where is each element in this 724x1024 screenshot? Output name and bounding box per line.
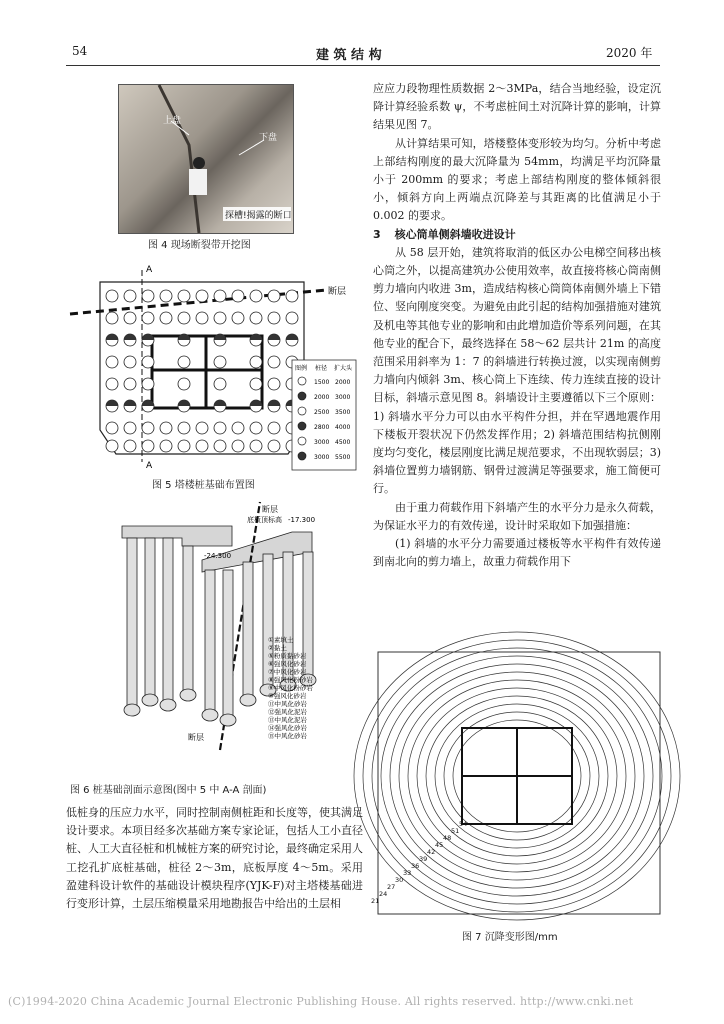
fig6-fault-top: 断层 bbox=[262, 505, 278, 514]
fig7-caption: 图 7 沉降变形图/mm bbox=[462, 932, 558, 943]
fig7-contour-label: 21 bbox=[371, 897, 380, 905]
fig4-caption: 图 4 现场断裂带开挖图 bbox=[148, 240, 251, 251]
fig6-legend-item: ⑫强风化泥岩 bbox=[268, 708, 307, 716]
fig5-pile-fill bbox=[268, 334, 280, 340]
fig5-section-bottom: A bbox=[146, 461, 153, 471]
fig5-legend-diameter: 2500 bbox=[314, 409, 330, 416]
fig5-pile bbox=[142, 290, 154, 302]
fig4-label-lower: 下盘 bbox=[259, 133, 278, 143]
fig4-worker bbox=[193, 157, 205, 169]
fig6-pile-bell bbox=[202, 709, 218, 721]
fig6-legend-item: ⑩强风化砂岩 bbox=[268, 692, 307, 700]
fig6-fault-bottom: 断层 bbox=[188, 733, 204, 742]
fig6-pile bbox=[205, 570, 215, 715]
fig6-pile-bell bbox=[142, 694, 158, 706]
fig5-legend-h2: 桩径 bbox=[315, 365, 328, 372]
fig5-fault-label: 断层 bbox=[328, 287, 347, 297]
fig5-legend-enlarged: 3000 bbox=[335, 394, 351, 401]
fig6-slab-level: -17.300 bbox=[288, 516, 316, 524]
fig5-pile bbox=[268, 312, 280, 324]
fig6-legend-item: ⑭强风化砂岩 bbox=[268, 724, 307, 732]
fig5-pile bbox=[268, 422, 280, 434]
fig5-pile bbox=[214, 312, 226, 324]
fig5-pile bbox=[250, 356, 262, 368]
fig4-fault-line bbox=[159, 85, 199, 233]
right-paragraph-1: 应应力段物理性质数据 2～3MPa，结合当地经验，设定沉降计算经验系数 ψ，不考虑桩间土对沉降计算的影响，计算结果见图 7。 bbox=[373, 82, 661, 132]
fig5-section-top: A bbox=[146, 265, 153, 275]
fig5-legend-diameter: 1500 bbox=[314, 379, 330, 386]
fig5-pile bbox=[178, 440, 190, 452]
fig7-contour-label: 45 bbox=[435, 841, 444, 849]
fig5-pile bbox=[142, 422, 154, 434]
copyright-footer: (C)1994-2020 China Academic Journal Electronic Publishing House. All rights reserved. http://www.cnki.net bbox=[8, 995, 634, 1008]
fig5-pile-fill bbox=[268, 400, 280, 406]
fig5-pile bbox=[286, 290, 298, 302]
fig6-legend-item: ⑪中风化砂岩 bbox=[268, 700, 307, 708]
left-column bbox=[66, 804, 363, 913]
fig5-pile bbox=[268, 290, 280, 302]
fig5-pile bbox=[214, 356, 226, 368]
fig6-caption: 图 6 桩基础剖面示意图(图中 5 中 A-A 剖面) bbox=[70, 785, 267, 796]
fig5-legend-diameter: 3000 bbox=[314, 454, 330, 461]
fig5-pile bbox=[268, 356, 280, 368]
fig5-pile bbox=[178, 290, 190, 302]
fig5-caption: 图 5 塔楼桩基础布置图 bbox=[152, 480, 255, 491]
journal-year: 2020 年 bbox=[606, 46, 653, 60]
fig5-pile bbox=[178, 312, 190, 324]
fig5-legend-diameter: 2800 bbox=[314, 424, 330, 431]
fig6-legend-item: ⑨中风化粉砂岩 bbox=[268, 684, 313, 692]
fig7-contour-label: 36 bbox=[411, 862, 420, 870]
fig5-pile bbox=[232, 290, 244, 302]
right-paragraph-4: 由于重力荷载作用下斜墙产生的水平分力是永久荷载，为保证水平力的有效传递，设计时采取如下加强措施： bbox=[373, 500, 661, 532]
fig7-contour-label: 42 bbox=[427, 848, 436, 856]
fig7-contour-label: 54 bbox=[459, 820, 468, 828]
fig5-legend-symbol bbox=[298, 407, 306, 415]
fig5-pile-fill bbox=[286, 334, 298, 340]
fig6-pile bbox=[243, 562, 253, 700]
fig5-pile bbox=[106, 290, 118, 302]
fig5-pile bbox=[232, 440, 244, 452]
fig6-pile bbox=[145, 538, 155, 700]
fig5-pile bbox=[214, 378, 226, 390]
fig7-contour-label: 48 bbox=[443, 834, 452, 842]
fig5-legend-symbol bbox=[298, 377, 306, 385]
fig5-pile bbox=[160, 312, 172, 324]
fig5-pile bbox=[124, 422, 136, 434]
fig5-pile bbox=[142, 440, 154, 452]
section-number: 3 bbox=[373, 227, 381, 241]
fig5-pile-fill bbox=[250, 400, 262, 406]
fig6-pile-bell bbox=[160, 699, 176, 711]
fig5-legend-h3: 扩大头 bbox=[334, 365, 353, 372]
fig5-pile bbox=[106, 422, 118, 434]
fig7-contour bbox=[371, 652, 660, 914]
fig5-legend-enlarged: 5500 bbox=[335, 454, 351, 461]
right-paragraph-3: 从 58 层开始，建筑将取消的低区办公电梯空间移出核心筒之外，以提高建筑办公使用效率，故直接将核心筒南侧剪力墙向内收进 3m，造成结构核心筒筒体南侧外墙上下错位、竖向刚度突变。为避免由此引起的结构加强措施对建筑及机电等其他专业的影响和由此增加造价等系列问题，在其他专业的配合下，最终选择在 58～62 层共计 21m 的高度范围采用斜率为 1：7 的斜墙进行转换过渡，以实现南侧剪力墙向内倾斜 3m、核心筒上下连续、传力连续直接的设计目标，斜墙示意见图 8。斜墙设计主要遵循以下三个原则：1) 斜墙水平分力可以由水平构件分担，并在罕遇地震作用下楼板开裂状况下仍然发挥作用；2) 斜墙范围结构抗侧刚度均匀变化，楼层刚度比满足规范要求，不出现软弱层；3) 斜墙位置剪力墙钢筋、钢骨过渡满足等强要求，施工简便可行。 bbox=[373, 245, 661, 496]
fig7-contour-label: 51 bbox=[451, 827, 460, 835]
fig5-pile bbox=[142, 378, 154, 390]
fig4-worker-body bbox=[189, 169, 207, 195]
fig6-slab-bottom: 底板顶标高 bbox=[247, 516, 282, 524]
right-paragraph-5: (1) 斜墙的水平分力需要通过楼板等水平构件有效传递到南北向的剪力墙上，故重力荷载作用下 bbox=[373, 537, 661, 569]
fig5-legend-symbol bbox=[298, 437, 306, 445]
fig6-pile bbox=[223, 570, 233, 720]
section-title: 核心筒单侧斜墙收进设计 bbox=[394, 227, 516, 241]
fig6-pile-level: -24.300 bbox=[204, 552, 232, 560]
fig6-legend-item: ①素填土 bbox=[268, 636, 294, 644]
fig5-legend-symbol bbox=[298, 422, 306, 430]
fig5-pile-fill bbox=[106, 400, 118, 406]
fig5-pile-fill bbox=[124, 334, 136, 340]
fig7-contour-label: 33 bbox=[403, 869, 412, 877]
fig5-pile bbox=[196, 422, 208, 434]
fig7-contour-label: 30 bbox=[395, 876, 404, 884]
fig5-pile bbox=[124, 312, 136, 324]
fig5-pile bbox=[106, 378, 118, 390]
section-heading bbox=[373, 226, 661, 244]
fig5-legend-diameter: 3000 bbox=[314, 439, 330, 446]
fig6-legend-item: ⑬中风化泥岩 bbox=[268, 716, 307, 724]
fig4-label-note: 探槽!揭露的断口 bbox=[225, 211, 292, 221]
fig5-legend-enlarged: 3500 bbox=[335, 409, 351, 416]
fig5-legend-diameter: 2000 bbox=[314, 394, 330, 401]
fig5-pile bbox=[196, 440, 208, 452]
fig6-pile-bell bbox=[180, 689, 196, 701]
fig5-pile bbox=[160, 422, 172, 434]
fig5-pile-fill bbox=[178, 400, 190, 406]
fig5-pile bbox=[124, 356, 136, 368]
fig5-pile bbox=[106, 356, 118, 368]
fig5-pile bbox=[142, 356, 154, 368]
fig5-pile bbox=[160, 290, 172, 302]
fig5-pile bbox=[106, 440, 118, 452]
fig6-pile bbox=[183, 546, 193, 695]
fig5-pile bbox=[268, 440, 280, 452]
fig5-pile bbox=[250, 440, 262, 452]
fig5-pile bbox=[178, 422, 190, 434]
fig6-legend-item: ⑮中风化砂岩 bbox=[268, 732, 307, 740]
fig5-pile-fill bbox=[106, 334, 118, 340]
fig7-contour-label: 27 bbox=[387, 883, 396, 891]
fig6-pile-bell bbox=[240, 694, 256, 706]
fig6-pile bbox=[163, 538, 173, 705]
fig5-pile bbox=[232, 312, 244, 324]
fig5-plan bbox=[66, 262, 366, 470]
fig5-legend-enlarged: 2000 bbox=[335, 379, 351, 386]
fig5-pile bbox=[250, 312, 262, 324]
fig5-pile bbox=[232, 422, 244, 434]
fig5-legend-symbol bbox=[298, 392, 306, 400]
fig5-pile bbox=[124, 440, 136, 452]
fig6-legend-item: ⑧强风化粉砂岩 bbox=[268, 676, 313, 684]
fig6-legend-item: ⑦中风化砂岩 bbox=[268, 668, 307, 676]
fig5-legend-enlarged: 4500 bbox=[335, 439, 351, 446]
fig5-legend-h1: 图例 bbox=[295, 365, 308, 372]
fig5-legend-symbol bbox=[298, 452, 306, 460]
fig6-legend-item: ②黏土 bbox=[268, 644, 287, 652]
fig6-legend-item: ⑤粉质黏砂岩 bbox=[268, 652, 307, 660]
fig5-pile bbox=[196, 312, 208, 324]
fig5-pile bbox=[250, 422, 262, 434]
fig7-contour-label: 39 bbox=[419, 855, 428, 863]
fig5-pile bbox=[178, 378, 190, 390]
fig4-photo bbox=[118, 84, 294, 234]
fig5-pile bbox=[160, 440, 172, 452]
page-number: 54 bbox=[72, 44, 88, 58]
fig5-pile bbox=[142, 312, 154, 324]
right-column bbox=[373, 80, 661, 571]
fig5-pile bbox=[286, 312, 298, 324]
fig6-section bbox=[92, 500, 342, 758]
fig6-raft-left bbox=[122, 526, 232, 546]
fig6-pile bbox=[127, 538, 137, 710]
fig5-pile bbox=[268, 378, 280, 390]
fig5-pile-fill bbox=[124, 400, 136, 406]
header-rule bbox=[66, 65, 660, 66]
fig6-pile-bell bbox=[220, 714, 236, 726]
fig5-pile bbox=[214, 440, 226, 452]
fig5-pile bbox=[178, 356, 190, 368]
fig5-pile bbox=[214, 422, 226, 434]
fig5-legend-enlarged: 4000 bbox=[335, 424, 351, 431]
fig6-pile-bell bbox=[124, 704, 140, 716]
fig6-legend-item: ⑥强风化砂岩 bbox=[268, 660, 307, 668]
fig5-pile bbox=[250, 290, 262, 302]
fig5-pile bbox=[214, 290, 226, 302]
fig5-pile bbox=[250, 378, 262, 390]
journal-title: 建 筑 结 构 bbox=[316, 48, 382, 63]
fig5-pile bbox=[106, 312, 118, 324]
fig5-pile bbox=[124, 378, 136, 390]
right-paragraph-2: 从计算结果可知，塔楼整体变形较为均匀。分析中考虑上部结构刚度的最大沉降量为 54mm，均满足平均沉降量小于 200mm 的要求；考虑上部结构刚度的整体倾斜很小，倾斜方向上两端点沉降差与其距离的比值满足小于 0.002 的要求。 bbox=[373, 136, 661, 223]
fig5-pile bbox=[124, 290, 136, 302]
fig4-label-upper: 上盘 bbox=[163, 116, 182, 126]
left-paragraph-1: 低桩身的压应力水平，同时控制南侧桩距和长度等，使其满足设计要求。本项目经多次基础方案专家论证，包括人工小直径桩、人工大直径桩和机械桩方案的研究讨论，最终确定采用人工挖孔扩底桩基础，桩径 2～3m，底板厚度 4～5m。采用盈建科设计软件的基础设计模块程序(YJK-F)对主塔楼基础进行变形计算，土层压缩模量采用地勘报告中给出的土层相 bbox=[66, 806, 363, 911]
fig5-pile-fill bbox=[214, 400, 226, 406]
fig7-contour-label: 24 bbox=[379, 890, 388, 898]
fig5-pile bbox=[196, 290, 208, 302]
